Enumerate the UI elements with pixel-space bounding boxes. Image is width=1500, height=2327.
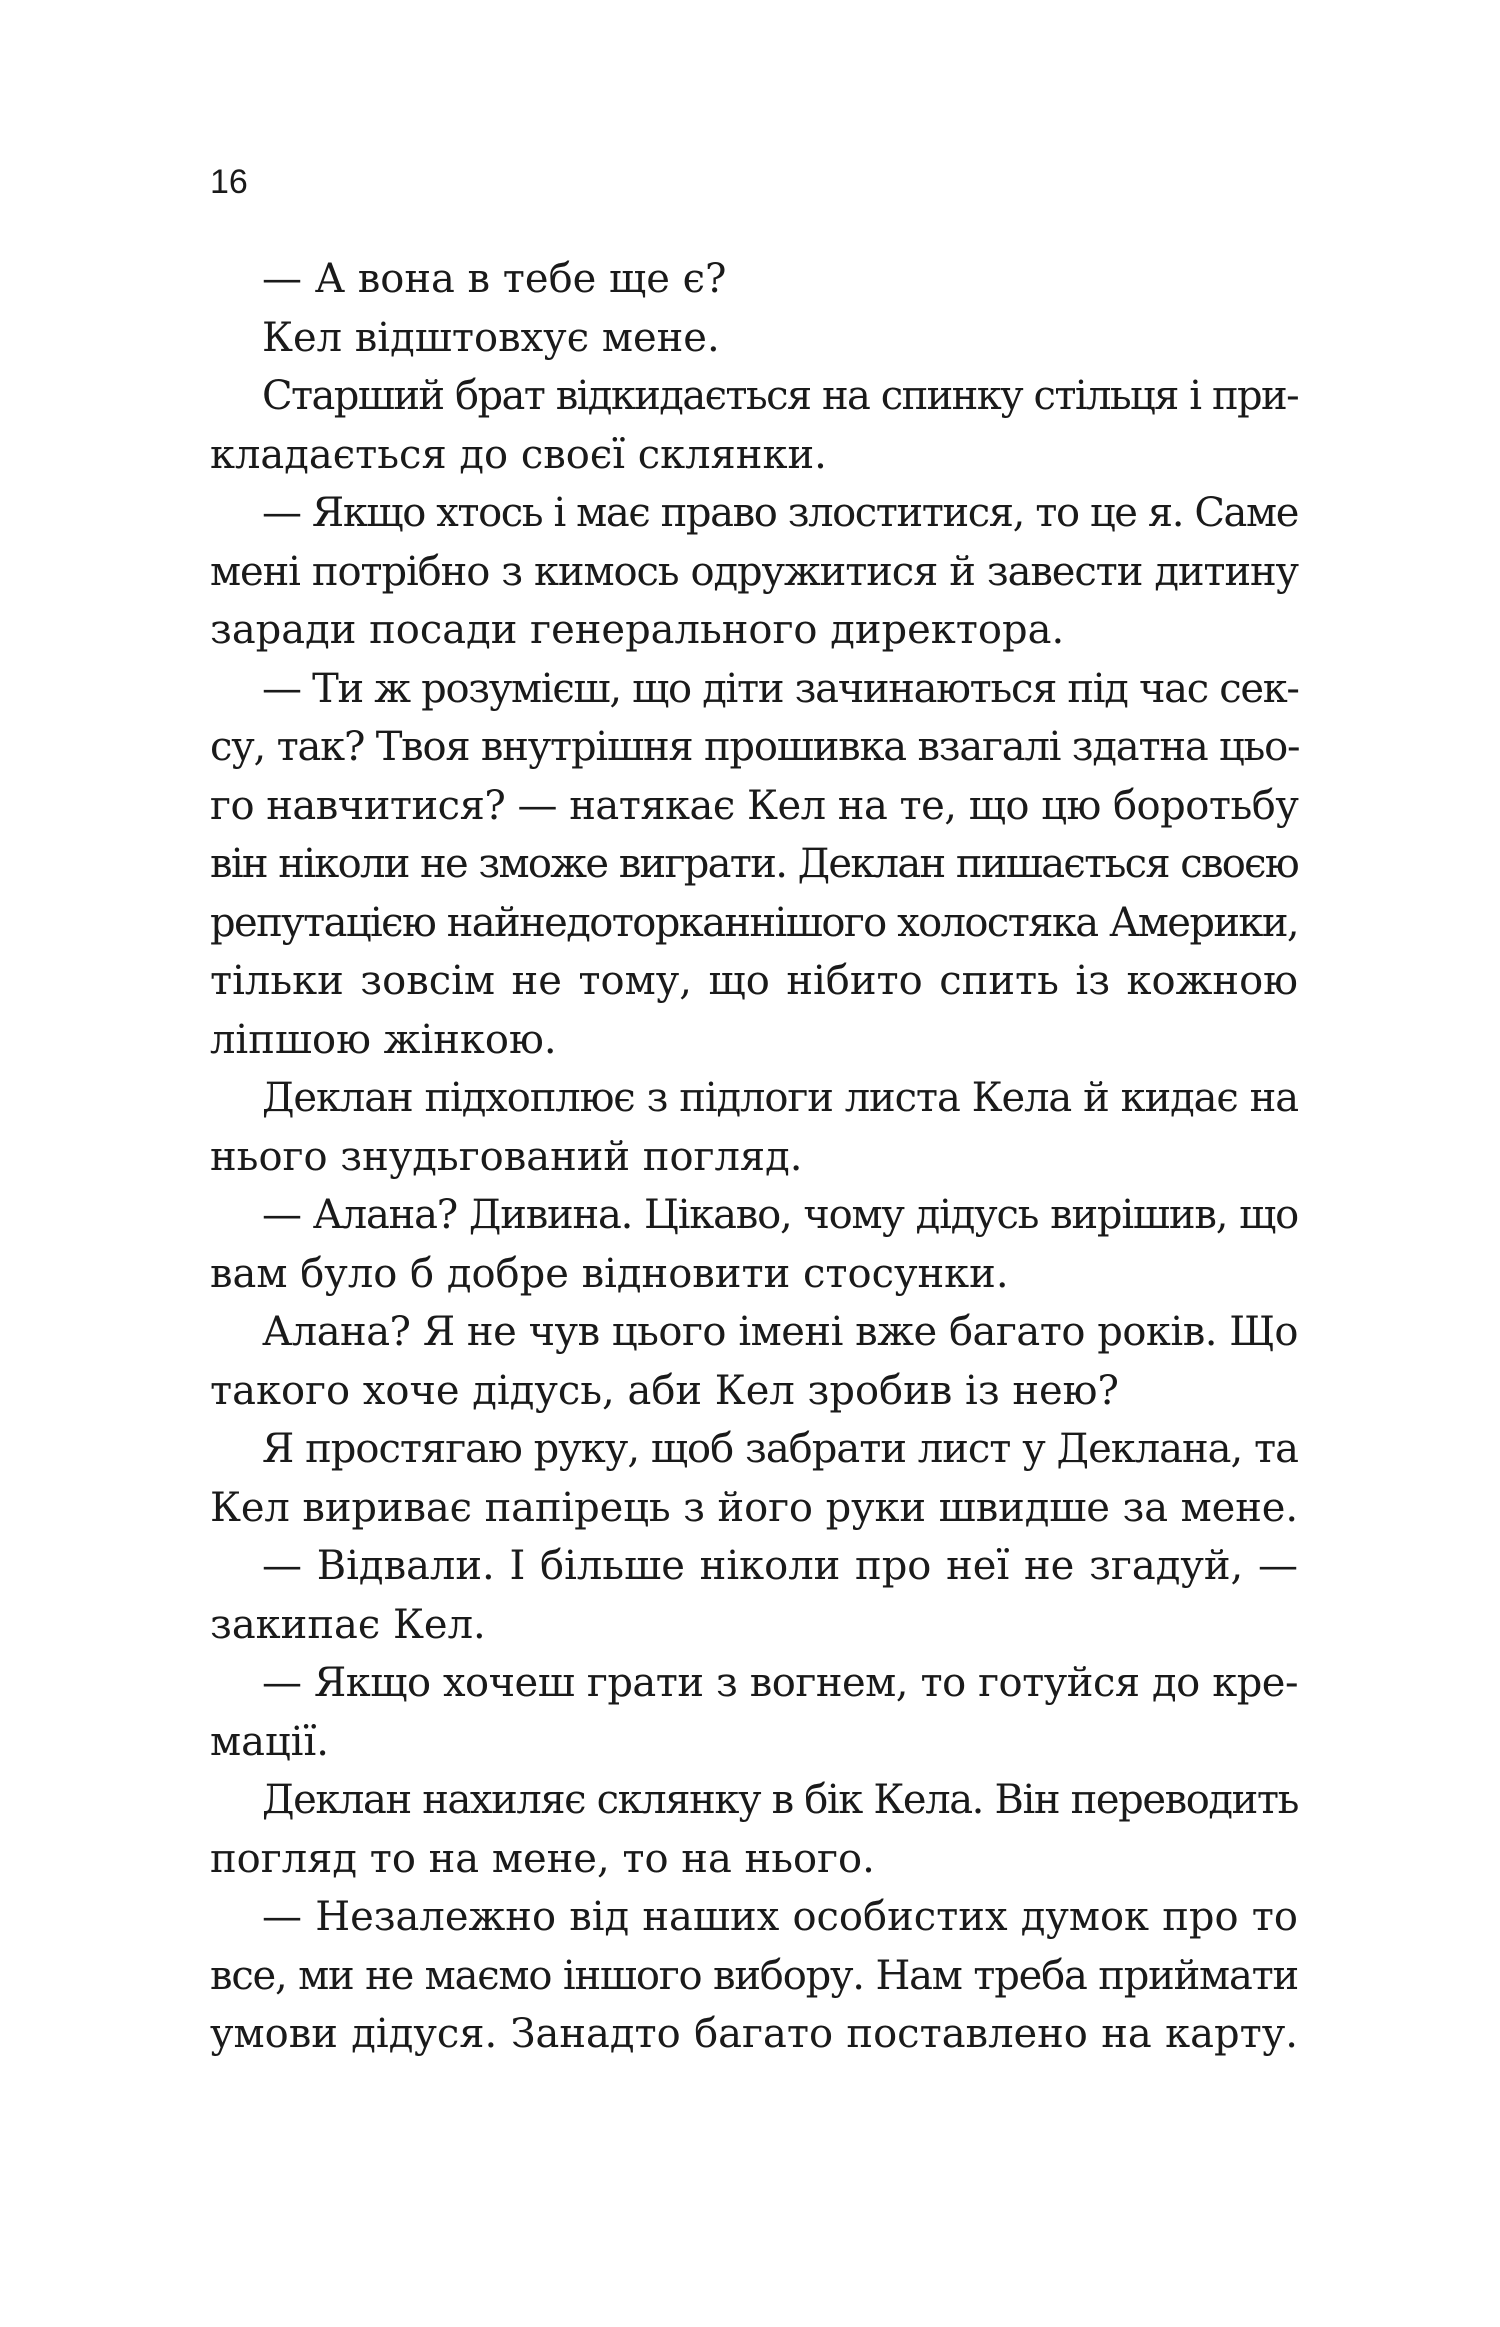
text-line: умови дідуся. Занадто багато поставлено на карту. [210,2011,1298,2057]
text-line: Старший брат відкидається на спинку стільця і при- [262,373,1298,419]
text-line: — А вона в тебе ще є? [262,256,727,302]
text-line: — Якщо хтось і має право злоститися, то це я. Саме [262,490,1298,536]
text-line: закипає Кел. [210,1601,486,1648]
page-number: 16 [210,163,248,201]
text-line: такого хоче дідусь, аби Кел зробив із нею? [210,1367,1119,1414]
text-line: Я простягаю руку, щоб забрати лист у Деклана, та [262,1426,1298,1472]
text-line: мації. [210,1718,329,1765]
text-line: Алана? Я не чув цього імені вже багато років. Що [262,1309,1298,1355]
text-line: заради посади генерального директора. [210,607,1065,653]
text-line: су, так? Твоя внутрішня прошивка взагалі здатна цьо- [210,724,1300,770]
text-line: — Якщо хочеш грати з вогнем, то готуйся до кре- [262,1660,1298,1706]
text-line: Кел відштовхує мене. [262,314,720,361]
text-line: репутацією найнедоторканнішого холостяка Америки, [210,899,1298,946]
text-line: погляд то на мене, то на нього. [210,1835,875,1882]
body-text [210,250,1298,2064]
text-line: — Незалежно від наших особистих думок про то [262,1894,1298,1940]
text-line: він ніколи не зможе виграти. Деклан пишається своєю [210,841,1298,887]
text-line: — Ти ж розумієш, що діти зачинаються під час сек- [262,665,1299,712]
text-line: мені потрібно з кимось одружитися й завести дитину [210,548,1298,595]
text-line: Деклан підхоплює з підлоги листа Кела й кидає на [262,1075,1298,1121]
text-line: Деклан нахиляє склянку в бік Кела. Він переводить [262,1777,1298,1823]
text-line: ліпшою жінкою. [210,1016,557,1063]
text-line: все, ми не маємо іншого вибору. Нам треба приймати [210,1952,1298,1999]
text-line: кладається до своєї склянки. [210,431,827,478]
text-line: тільки зовсім не тому, що нібито спить із кожною [210,958,1298,1004]
text-line: го навчитися? — натякає Кел на те, що цю боротьбу [210,782,1299,829]
text-line: — Відвали. І більше ніколи про неї не згадуй, — [262,1543,1298,1589]
text-line: — Алана? Дивина. Цікаво, чому дідусь вирішив, що [262,1192,1298,1238]
text-line: вам було б добре відновити стосунки. [210,1250,1009,1297]
text-line: нього знудьгований погляд. [210,1133,803,1180]
text-line: Кел вириває папірець з його руки швидше за мене. [210,1484,1298,1531]
